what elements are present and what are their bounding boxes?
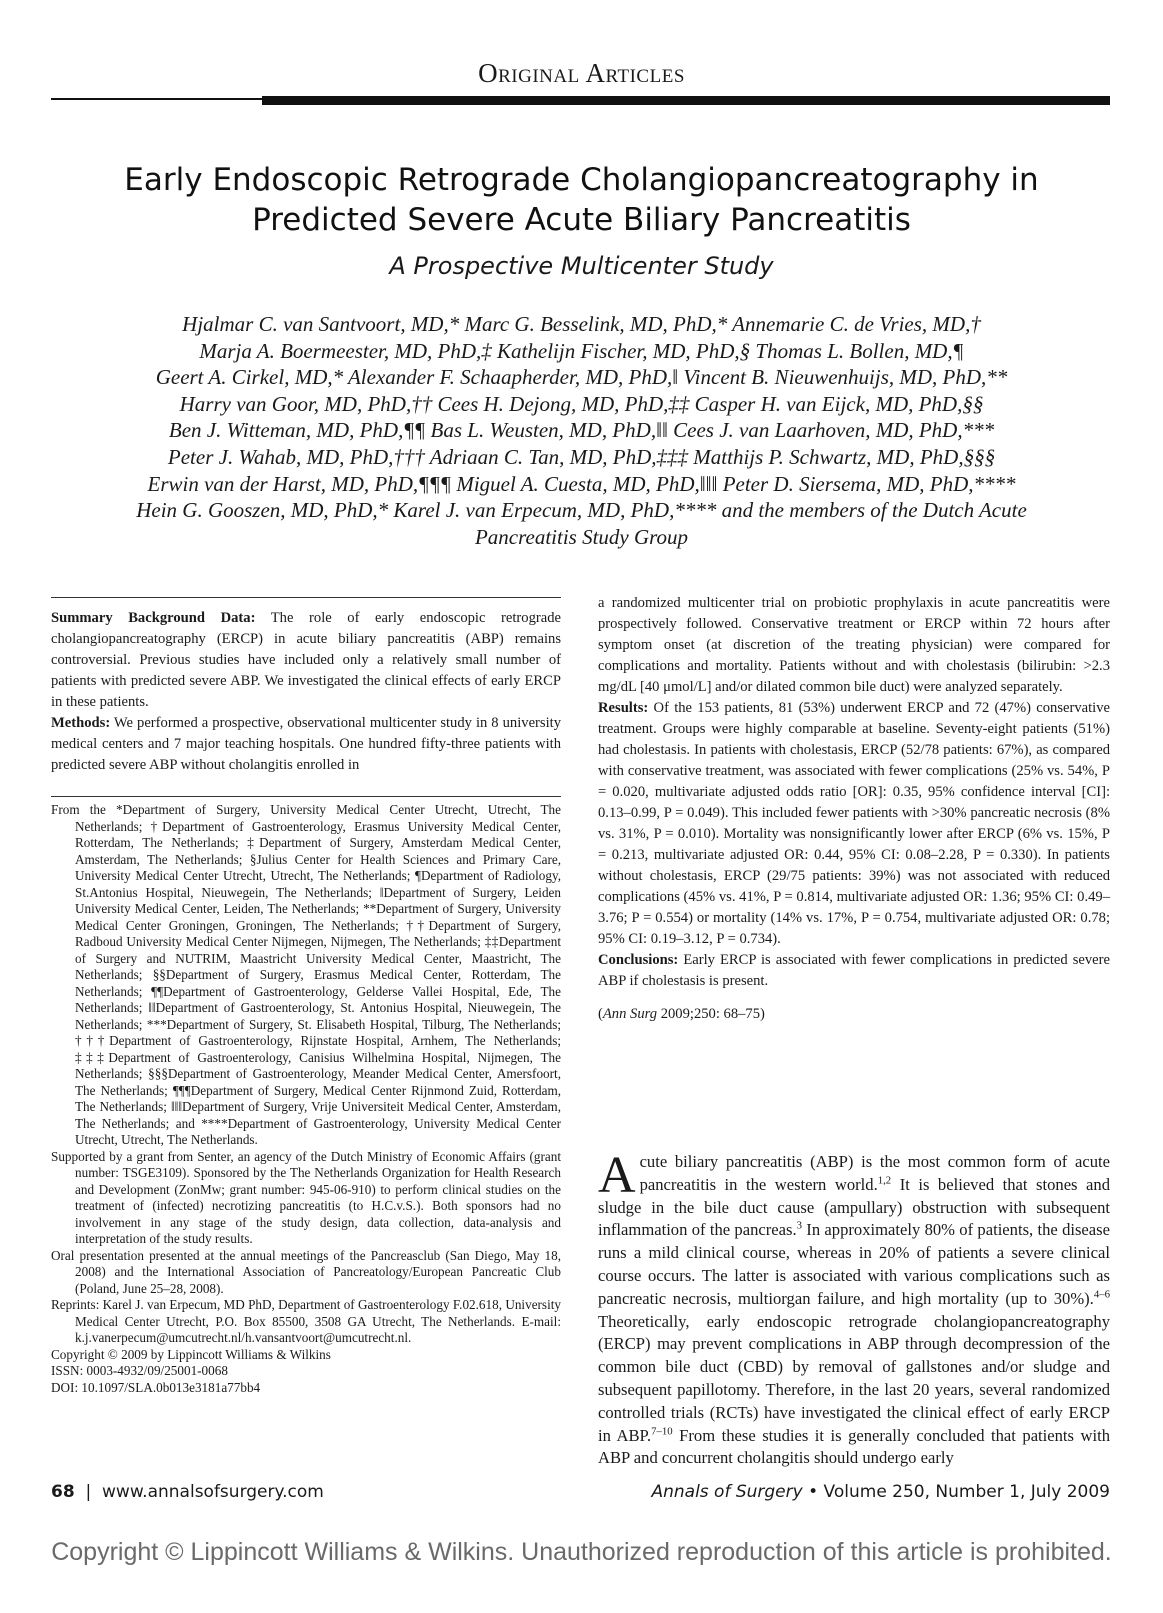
author-line: Hjalmar C. van Santvoort, MD,* Marc G. Besselink, MD, PhD,* Annemarie C. de Vries, MD,† [182, 312, 981, 336]
footer-separator: | [85, 1482, 92, 1502]
journal-url[interactable]: www.annalsofsurgery.com [102, 1482, 324, 1502]
footer-right [651, 1482, 1110, 1502]
author-line: Erwin van der Harst, MD, PhD,¶¶¶ Miguel A. Cuesta, MD, PhD,‖‖‖ Peter D. Siersema, MD, PhD,**** [147, 471, 1016, 496]
title-line-2: Predicted Severe Acute Biliary Pancreatitis [252, 202, 911, 238]
reference-superscript: 3 [796, 1219, 802, 1232]
author-line: Marja A. Boermeester, MD, PhD,‡ Kathelijn Fischer, MD, PhD,§ Thomas L. Bollen, MD,¶ [199, 338, 964, 363]
section-heading: Original Articles [478, 58, 685, 88]
article-title [60, 160, 1103, 240]
issn-note: ISSN: 0003-4932/09/25001-0068 [51, 1363, 228, 1378]
reference-superscript: 7–10 [651, 1425, 673, 1438]
abstract-citation: (Ann Surg 2009;250: 68–75) [598, 1006, 765, 1022]
abstract-results [598, 698, 1110, 950]
page-number: 68 [51, 1482, 75, 1502]
volume-info: Volume 250, Number 1, July 2009 [823, 1482, 1110, 1502]
body-text-run: cute biliary pancreatitis (ABP) is the most common form of acute pancreatitis in the western world. [639, 1152, 1110, 1194]
body-text-run: From these studies it is generally concluded that patients with ABP and concurrent cholangitis should undergo early [598, 1425, 1111, 1468]
drop-cap: A [598, 1147, 636, 1204]
reference-superscript: 4–6 [1093, 1288, 1110, 1301]
author-line: Geert A. Cirkel, MD,* Alexander F. Schaapherder, MD, PhD,‖ Vincent B. Nieuwenhuijs, MD, PhD,** [155, 365, 1008, 390]
results-text: Of the 153 patients, 81 (53%) underwent ERCP and 72 (47%) conservative treatment. Groups were highly comparable at baseline. Seventy-eight patients (51%) had cholestasis. In patients with cholestasis, ERCP (52/78 patients: 67%), as compared with conservative treatment, was associated with fewer complications (25% vs. 54%, P = 0.020, multivariate adjusted odds ratio [OR]: 0.35, 95% confidence interval [CI]: 0.13–0.99, P = 0.049). This included fewer patients with >30% pancreatic necrosis (8% vs. 31%, P = 0.010). Mortality was nonsignificantly lower after ERCP (6% vs. 15%, P = 0.213, multivariate adjusted OR: 0.44, 95% CI: 0.08–2.28, P = 0.330). In patients without cholestasis, ERCP (29/75 patients: 39%) was not associated with reduced complications (45% vs. 41%, P = 0.814, multivariate adjusted OR: 1.36; 95% CI: 0.49–3.76; P = 0.554) or mortality (14% vs. 17%, P = 0.754, multivariate adjusted OR: 0.78; 95% CI: 0.19–3.12, P = 0.734). [598, 700, 1110, 947]
abstract-left-column [51, 608, 561, 776]
footer-bullet: • [808, 1482, 819, 1502]
abstract-rule [51, 597, 561, 598]
author-line: Peter J. Wahab, MD, PhD,††† Adriaan C. Tan, MD, PhD,‡‡‡ Matthijs P. Schwartz, MD, PhD,§§§ [167, 444, 996, 469]
journal-name: Annals of Surgery [651, 1482, 803, 1502]
copyright-note: Copyright © 2009 by Lippincott Williams & Wilkins [51, 1346, 331, 1362]
citation-rest: 2009;250: 68–75) [657, 1006, 765, 1022]
author-line: Harry van Goor, MD, PhD,†† Cees H. Dejong, MD, PhD,‡‡ Casper H. van Eijck, MD, PhD,§§ [179, 391, 984, 416]
abstract-background [51, 608, 561, 713]
author-line: Pancreatitis Study Group [474, 524, 689, 549]
author-list [60, 311, 1103, 550]
support-note: Supported by a grant from Senter, an agency of the Dutch Ministry of Economic Affairs (grant number: TSGE3109). Sponsored by the The Netherlands Organization for Health Research and Development (ZonMw; grant number: 945-06-910) to perform clinical studies on the treatment of (infected) necrotizing pancreatitis (to H.C.v.S.). Both sponsors had no involvement in any stage of the study design, data collection, data-analysis and interpretation of the study results. [51, 1148, 561, 1246]
conclusions-text: Early ERCP is associated with fewer complications in predicted severe ABP if cholestasis is present. [598, 952, 1110, 989]
copyright-watermark: Copyright © Lippincott Williams & Wilkins. Unauthorized reproduction of this article is prohibited. [51, 1538, 1112, 1566]
abstract-methods-cont: a randomized multicenter trial on probiotic prophylaxis in acute pancreatitis were prospectively followed. Conservative treatment or ERCP within 72 hours after symptom onset (at discretion of the treating physician) were compared for complications and mortality. Patients without and with cholestasis (bilirubin: >2.3 mg/dL [40 μmol/L] and/or dilated common bile duct) were analyzed separately. [598, 595, 1110, 695]
footer-left [51, 1482, 324, 1502]
footnotes [51, 802, 561, 1396]
author-line: Ben J. Witteman, MD, PhD,¶¶ Bas L. Weusten, MD, PhD,‖‖ Cees J. van Laarhoven, MD, PhD,*** [168, 418, 995, 443]
author-line: Hein G. Gooszen, MD, PhD,* Karel J. van Erpecum, MD, PhD,**** and the members of the Dutch Acute [136, 498, 1027, 523]
body-text-run: In approximately 80% of patients, the disease runs a mild clinical course, whereas in 20% of patients a severe clinical course occurs. The latter is associated with various complications such as pancreatic necrosis, multiorgan failure, and high mortality (up to 30%). [598, 1220, 1110, 1308]
reference-superscript: 1,2 [877, 1174, 892, 1187]
affiliations-note: From the *Department of Surgery, University Medical Center Utrecht, Utrecht, The Netherlands; †Department of Gastroenterology, Erasmus University Medical Center, Rotterdam, The Netherlands; ‡Department of Surgery, Amsterdam Medical Center, Amsterdam, The Netherlands; §Julius Center for Health Sciences and Primary Care, University Medical Center Utrecht, Utrecht, The Netherlands; ¶Department of Radiology, St.Antonius Hospital, Nieuwegein, The Netherlands; ‖Department of Surgery, Leiden University Medical Center, Leiden, The Netherlands; **Department of Surgery, University Medical Center Groningen, Groningen, The Netherlands; ††Department of Surgery, Radboud University Medical Center Nijmegen, Nijmegen, The Netherlands; ‡‡Department of Surgery and NUTRIM, Maastricht University Medical Center, Maastricht, The Netherlands; §§Department of Surgery, Erasmus Medical Center, Rotterdam, The Netherlands; ¶¶Department of Gastroenterology, Gelderse Vallei Hospital, Ede, The Netherlands; ‖‖Department of Gastroenterology, St. Antonius Hospital, Nieuwegein, The Netherlands; ***Department of Surgery, St. Elisabeth Hospital, Tilburg, The Netherlands; †††Department of Gastroenterology, Rijnstate Hospital, Arnhem, The Netherlands; ‡‡‡Department of Gastroenterology, Canisius Wilhelmina Hospital, Nijmegen, The Netherlands; §§§Department of Gastroenterology, Meander Medical Center, Amersfoort, The Netherlands; ¶¶¶Department of Surgery, Medical Center Rijnmond Zuid, Rotterdam, The Netherlands; ‖‖‖Department of Surgery, Vrije Universiteit Medical Center, Amsterdam, The Netherlands; and ****Department of Gastroenterology, University Medical Center Utrecht, Utrecht, The Netherlands. [51, 802, 561, 1147]
title-line-1: Early Endoscopic Retrograde Cholangiopancreatography in [124, 162, 1039, 198]
methods-text: We performed a prospective, observational multicenter study in 8 university medical centers and 7 major teaching hospitals. One hundred fifty-three patients with predicted severe ABP without cholangitis enrolled in [51, 715, 561, 773]
abstract-right-column [598, 593, 1110, 1025]
article-subtitle: A Prospective Multicenter Study [389, 252, 774, 280]
abstract-conclusions [598, 950, 1110, 992]
conclusions-label: Conclusions: [598, 952, 679, 968]
body-text-run: Theoretically, early endoscopic retrograde cholangiopancreatography (ERCP) may prevent complications in ABP through decompression of the common bile duct (CBD) by removal of gallstones and/or sludge and subsequent papillotomy. Therefore, in the last 20 years, several randomized controlled trials (RCTs) have investigated the clinical effect of early ERCP in ABP. [598, 1311, 1110, 1445]
notes-rule [51, 796, 561, 797]
doi-note: DOI: 10.1097/SLA.0b013e3181a77bb4 [51, 1379, 261, 1395]
header-rule-thick [262, 96, 1110, 105]
body-paragraph [598, 1147, 1111, 1470]
abstract-methods [51, 713, 561, 776]
results-label: Results: [598, 700, 649, 716]
citation-journal: Ann Surg [602, 1006, 658, 1022]
reprints-note: Reprints: Karel J. van Erpecum, MD PhD, Department of Gastroenterology F.02.618, University Medical Center Utrecht, P.O. Box 85500, 3508 GA Utrecht, The Netherlands. E-mail: k.j.vanerpecum@umcutrecht.nl/h.vansantvoort@umcutrecht.nl. [51, 1297, 561, 1345]
body-text [598, 1147, 1111, 1470]
background-text: The role of early endoscopic retrograde cholangiopancreatography (ERCP) in acute biliary pancreatitis (ABP) remains controversial. Previous studies have included only a relatively small number of patients with predicted severe ABP. We investigated the clinical effects of early ERCP in these patients. [51, 610, 561, 710]
background-label: Summary Background Data: [51, 610, 256, 626]
methods-label: Methods: [51, 715, 111, 731]
body-text-run: It is believed that stones and sludge in the bile duct cause (ampullary) obstruction with subsequent inflammation of the pancreas. [598, 1174, 1110, 1240]
presentation-note: Oral presentation presented at the annual meetings of the Pancreasclub (San Diego, May 18, 2008) and the International Association of Pancreatology/European Pancreatic Club (Poland, June 25–28, 2008). [51, 1247, 561, 1296]
